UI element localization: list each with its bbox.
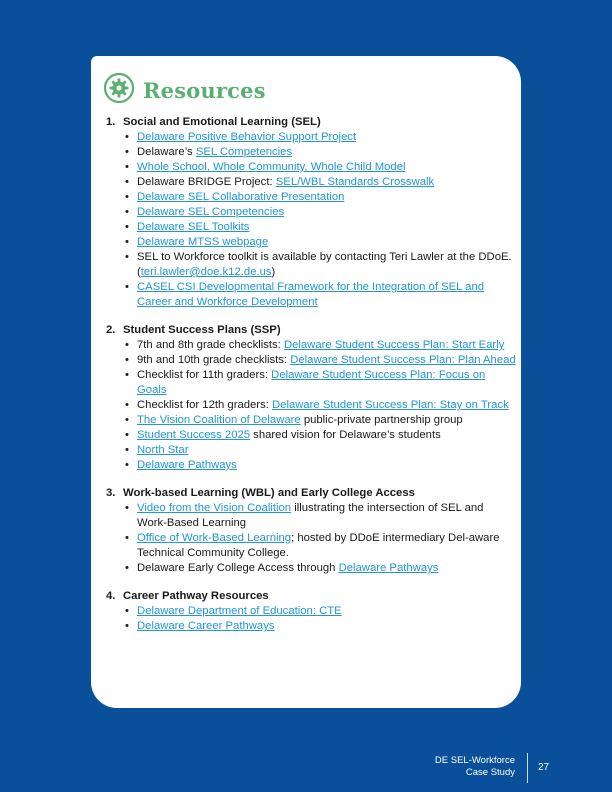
section-3 — [106, 486, 516, 576]
page-title: Resources — [143, 78, 266, 103]
resources-header — [103, 72, 266, 109]
list-item — [123, 428, 516, 443]
section-heading — [106, 589, 516, 604]
item-text: shared vision for Delaware’s students — [250, 429, 441, 441]
resources-list — [106, 115, 516, 647]
resource-link[interactable]: North Star — [137, 444, 189, 456]
resource-link[interactable]: Delaware Student Success Plan: Focus on Goals — [137, 369, 486, 396]
item-text: ; hosted by DDoE intermediary Del-aware Technical Community College. — [137, 532, 500, 559]
section-2 — [106, 323, 516, 473]
list-item — [123, 338, 516, 353]
list-item — [123, 458, 516, 473]
item-text: Checklist for 11th graders: — [137, 369, 272, 381]
resource-link[interactable]: CASEL CSI Developmental Framework for the Integration of SEL and Career and Workforce Development — [137, 281, 485, 308]
resource-list — [106, 130, 516, 310]
list-item — [123, 190, 516, 205]
footer-caption — [435, 755, 515, 779]
resource-link[interactable]: Whole School, Whole Community, Whole Child Model — [137, 161, 406, 173]
resource-list — [106, 338, 516, 473]
resource-link[interactable]: Delaware Pathways — [338, 562, 439, 574]
item-text: SEL to Workforce toolkit is available by contacting Teri Lawler at the DDoE. ( — [137, 251, 512, 278]
item-text: Delaware BRIDGE Project: — [137, 176, 276, 188]
resource-link[interactable]: teri.lawler@doe.k12.de.us — [140, 266, 272, 278]
resource-link[interactable]: Student Success 2025 — [137, 429, 251, 441]
section-4 — [106, 589, 516, 634]
resource-link[interactable]: Delaware Student Success Plan: Start Early — [283, 339, 505, 351]
list-item — [123, 250, 516, 280]
section-title: Student Success Plans (SSP) — [123, 324, 281, 336]
list-item — [123, 353, 516, 368]
list-item — [123, 398, 516, 413]
item-text: illustrating the intersection of SEL and Work-Based Learning — [137, 502, 484, 529]
list-item — [123, 160, 516, 175]
resource-link[interactable]: Delaware Career Pathways — [137, 620, 275, 632]
footer-line-1: DE SEL-Workforce — [434, 755, 515, 766]
resources-card — [91, 56, 521, 708]
resource-link[interactable]: Delaware Department of Education: CTE — [137, 605, 342, 617]
item-text: 7th and 8th grade checklists: — [137, 339, 284, 351]
list-item — [123, 145, 516, 160]
list-item — [123, 531, 516, 561]
item-text: Delaware Early College Access through — [137, 562, 339, 574]
item-text: 9th and 10th grade checklists: — [137, 354, 291, 366]
resource-link[interactable]: Delaware MTSS webpage — [137, 236, 269, 248]
section-1 — [106, 115, 516, 310]
resource-link[interactable]: SEL/WBL Standards Crosswalk — [275, 176, 435, 188]
resource-link[interactable]: Delaware Positive Behavior Support Project — [137, 131, 357, 143]
resource-link[interactable]: Video from the Vision Coalition — [137, 502, 292, 514]
list-item — [123, 130, 516, 145]
section-title: Social and Emotional Learning (SEL) — [123, 116, 321, 128]
list-item — [123, 501, 516, 531]
resource-link[interactable]: Delaware Student Success Plan: Plan Ahead — [290, 354, 516, 366]
resource-link[interactable]: The Vision Coalition of Delaware — [137, 414, 301, 426]
list-item — [123, 235, 516, 250]
section-number: 3. — [106, 487, 116, 499]
list-item — [123, 443, 516, 458]
list-item — [123, 205, 516, 220]
section-title: Career Pathway Resources — [123, 590, 269, 602]
section-number: 4. — [106, 590, 116, 602]
section-number: 1. — [106, 116, 116, 128]
item-text: Delaware’s — [137, 146, 196, 158]
resource-list — [106, 604, 516, 634]
list-item — [123, 368, 516, 398]
resource-link[interactable]: Delaware SEL Collaborative Presentation — [137, 191, 345, 203]
section-heading — [106, 115, 516, 130]
resource-link[interactable]: Delaware Pathways — [137, 459, 237, 471]
resource-list — [106, 501, 516, 576]
item-text: ) — [271, 266, 276, 278]
list-item — [123, 561, 516, 576]
list-item — [123, 175, 516, 190]
section-heading — [106, 486, 516, 501]
resource-link[interactable]: Delaware SEL Toolkits — [137, 221, 250, 233]
section-number: 2. — [106, 324, 116, 336]
list-item — [123, 413, 516, 428]
section-heading — [106, 323, 516, 338]
footer-line-2: Case Study — [465, 767, 515, 778]
item-text: Checklist for 12th graders: — [137, 399, 272, 411]
resource-link[interactable]: Office of Work-Based Learning — [137, 532, 292, 544]
list-item — [123, 604, 516, 619]
section-title: Work-based Learning (WBL) and Early College Access — [123, 487, 415, 499]
gear-icon — [103, 72, 135, 109]
resource-link[interactable]: Delaware SEL Competencies — [137, 206, 285, 218]
list-item — [123, 280, 516, 310]
footer-divider — [527, 753, 528, 783]
item-text: public-private partnership group — [300, 414, 463, 426]
list-item — [123, 619, 516, 634]
resource-link[interactable]: Delaware Student Success Plan: Stay on Track — [272, 399, 509, 411]
list-item — [123, 220, 516, 235]
page-number: 27 — [538, 762, 550, 773]
resource-link[interactable]: SEL Competencies — [195, 146, 293, 158]
